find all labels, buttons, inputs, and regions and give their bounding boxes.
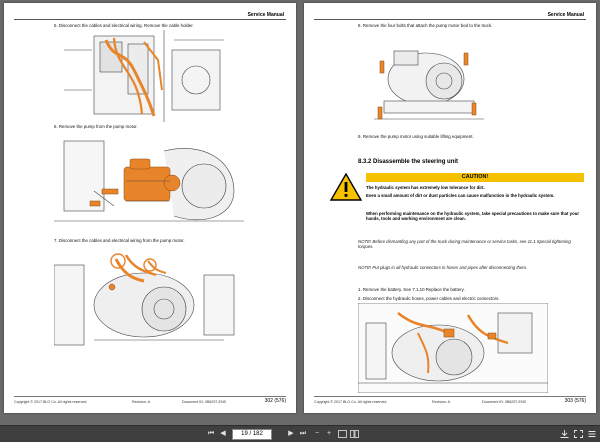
fullscreen-icon[interactable] <box>574 430 583 438</box>
page-header: Service Manual <box>247 12 284 18</box>
download-icon[interactable] <box>560 430 569 438</box>
caution-line-3: When performing maintenance on the hydraulic system, take special precautions to make sure that your hands, tools and working environment are clean. <box>366 211 579 222</box>
wiring-illustration <box>54 30 244 122</box>
step-6-caption: 6. Remove the pump from the pump motor. <box>54 124 138 129</box>
page-number-input[interactable]: 19 / 182 <box>232 429 272 440</box>
prev-page-button[interactable]: ◀ <box>220 430 226 437</box>
step-1-caption: 1. Remove the battery. See 7.1.10 Replace the battery. <box>358 287 465 292</box>
step-8-caption: 8. Remove the four bolts that attach the pump motor bed to the truck. <box>358 23 493 28</box>
footer-revision: Revision: A <box>132 400 150 404</box>
header-rule <box>14 19 286 20</box>
menu-icon[interactable] <box>588 430 596 438</box>
caution-box <box>330 173 584 235</box>
page-302 <box>4 3 296 413</box>
fit-page-icon[interactable] <box>338 430 347 438</box>
pump-motor-illustration <box>54 245 244 355</box>
viewer-toolbar <box>0 425 600 442</box>
note-plugs: NOTE! Put plugs in all hydraulic connectors in hoses and pipes after disconnecting them. <box>358 265 528 270</box>
warning-icon <box>330 173 362 201</box>
footer-document-id: Document ID: 0B6297-ENS <box>182 400 226 404</box>
zoom-out-button[interactable]: − <box>314 430 320 437</box>
page-footer <box>14 396 286 407</box>
footer-copyright: Copyright © 2017 BLG Co. All rights reserved. <box>314 400 388 404</box>
footer-document-id: Document ID: 0B6297-ENS <box>482 400 526 404</box>
two-page-icon[interactable] <box>350 430 359 438</box>
page-303 <box>304 3 596 413</box>
pump-illustration <box>54 131 244 231</box>
note-torques: NOTE! Before dismantling any part of the truck during maintenance or service tasks, see 11.1 Special tightening torques. <box>358 239 571 250</box>
page-footer <box>314 396 586 407</box>
pump-motor-bed-illustration <box>364 31 494 131</box>
caution-line-1: The hydraulic system has extremely low tolerance for dirt. <box>366 185 485 190</box>
footer-revision: Revision: A <box>432 400 450 404</box>
section-title: 8.3.2 Disassemble the steering unit <box>358 159 459 165</box>
steering-unit-illustration <box>358 303 548 393</box>
footer-page-number: 302 (576) <box>264 398 286 404</box>
step-7-caption: 7. Disconnect the cables and electrical wiring from the pump motor. <box>54 238 185 243</box>
page-header: Service Manual <box>547 12 584 18</box>
footer-page-number: 303 (576) <box>564 398 586 404</box>
footer-copyright: Copyright © 2017 BLG Co. All rights reserved. <box>14 400 88 404</box>
last-page-button[interactable]: ⏭ <box>299 430 307 437</box>
step-9-caption: 9. Remove the pump motor using suitable lifting equipment. <box>358 134 474 139</box>
caution-title: CAUTION! <box>366 173 584 182</box>
step-2-caption: 2. Disconnect the hydraulic hoses, power cables and electric connectors. <box>358 296 500 301</box>
step-5-caption: 5. Disconnect the cables and electrical wiring. Remove the cable holder. <box>54 23 194 28</box>
zoom-in-button[interactable]: + <box>326 430 332 437</box>
caution-line-2: Even a small amount of dirt or dust particles can cause malfunction in the hydraulic system. <box>366 193 555 198</box>
next-page-button[interactable]: ▶ <box>288 430 294 437</box>
header-rule <box>314 19 586 20</box>
first-page-button[interactable]: ⏮ <box>207 430 215 437</box>
